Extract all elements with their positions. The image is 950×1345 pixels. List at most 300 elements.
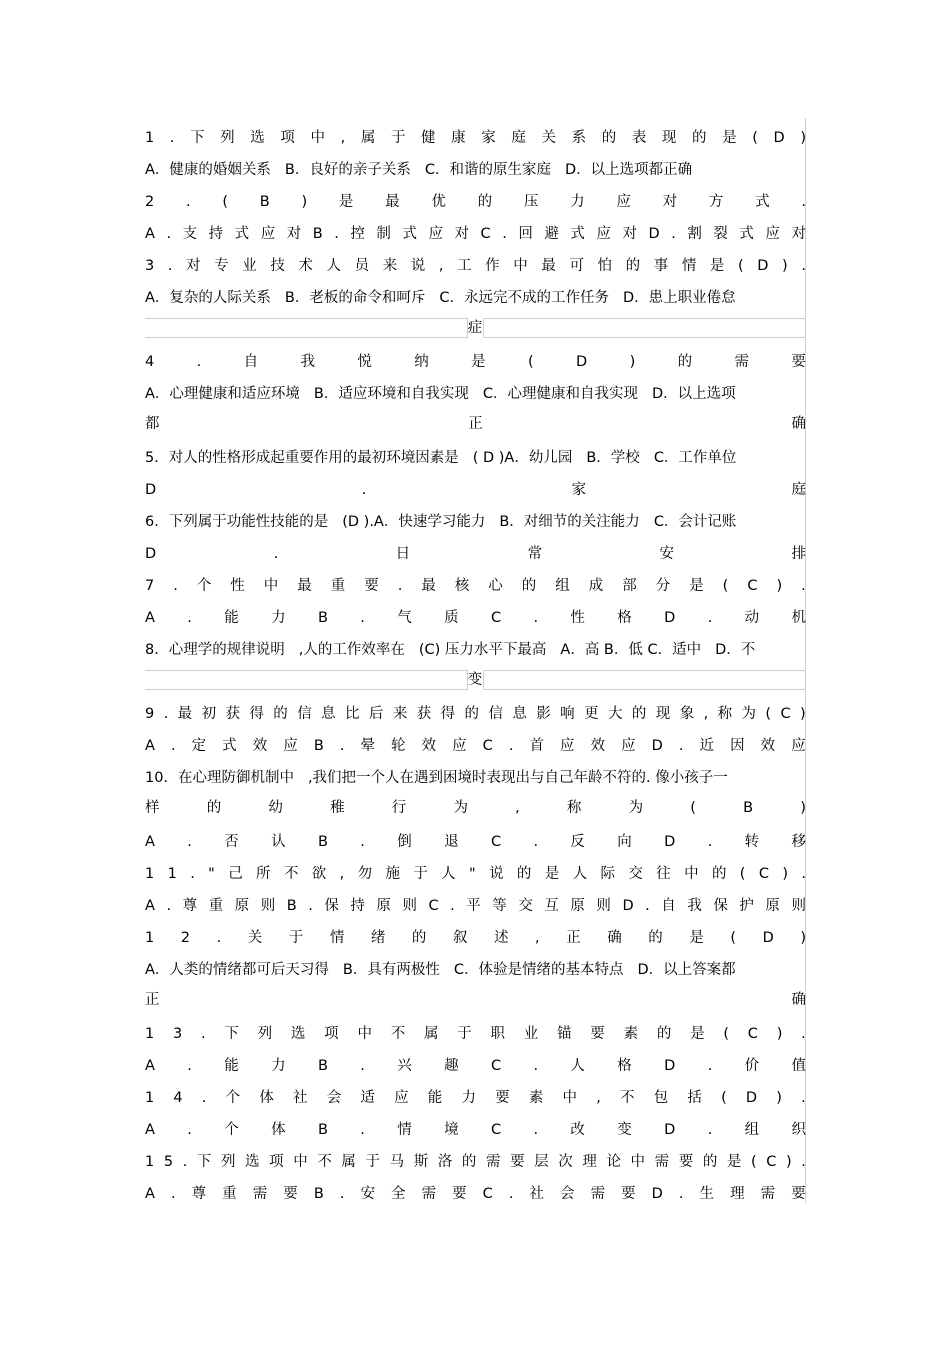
text-token: C	[490, 1058, 502, 1074]
text-token: C	[766, 1154, 777, 1170]
text-token: 往	[656, 866, 671, 882]
text-token: 属	[360, 130, 376, 146]
text-token: .	[173, 578, 178, 594]
text-token: .	[508, 738, 514, 754]
text-line	[145, 1088, 806, 1108]
text-token: A．健康的婚姻关系	[145, 162, 271, 178]
text-token: (	[222, 194, 229, 210]
text-token: .	[360, 1122, 365, 1138]
text-token: 动	[744, 610, 760, 626]
text-token: 最	[297, 578, 312, 594]
text-token: C	[747, 578, 758, 594]
text-token: (	[765, 706, 772, 722]
text-token: 应	[791, 738, 806, 754]
text-token: 值	[791, 1058, 806, 1074]
text-token: 列	[220, 130, 235, 146]
text-token: 息	[321, 706, 336, 722]
text-token: 1	[145, 866, 155, 882]
text-token: 1	[145, 1026, 155, 1042]
text-token: .	[533, 834, 539, 850]
text-token: 对	[791, 226, 806, 242]
text-token: 论	[606, 1154, 621, 1170]
text-token: .	[397, 578, 403, 594]
text-token: 怕	[597, 258, 613, 274]
text-token: .	[170, 738, 176, 754]
text-token: 能	[224, 610, 239, 626]
text-token: .	[167, 258, 173, 274]
text-token: .	[707, 1058, 713, 1074]
text-token: 关	[541, 130, 556, 146]
text-line	[145, 704, 806, 724]
text-token: B	[317, 1058, 328, 1074]
text-token: 自	[243, 354, 259, 370]
text-token: 层	[534, 1154, 549, 1170]
text-token: 最	[385, 194, 400, 210]
text-token: 情	[681, 258, 697, 274]
text-token: 移	[791, 834, 806, 850]
text-token: 日	[395, 546, 411, 562]
text-token: 锚	[557, 1026, 572, 1042]
text-token: 列	[257, 1026, 273, 1042]
text-token: )	[782, 258, 788, 274]
text-token: 情	[397, 1122, 412, 1138]
text-token: ,我们把一个人在遇到困境时表现出与自己年龄不符的. 像小孩子一	[307, 770, 728, 786]
text-token: B	[286, 898, 297, 914]
text-token: (C) 压力水平下最高	[418, 642, 547, 658]
text-token: 来	[392, 706, 408, 722]
text-line	[145, 128, 806, 148]
text-token: 下	[190, 130, 205, 146]
text-token: 则	[260, 898, 276, 914]
text-token: .	[801, 258, 806, 274]
text-token: .	[185, 194, 191, 210]
text-token: D	[145, 546, 157, 562]
text-token: 力	[570, 194, 585, 210]
text-token: .	[273, 546, 279, 562]
text-token: 绪	[370, 930, 386, 946]
text-token: 次	[558, 1154, 573, 1170]
text-token: 则	[402, 898, 417, 914]
text-token: 于	[390, 130, 406, 146]
text-token: D	[664, 1058, 676, 1074]
text-token: 定	[191, 738, 207, 754]
text-token: 境	[444, 1122, 459, 1138]
text-token: 3	[145, 258, 155, 274]
text-token: 平	[466, 898, 481, 914]
text-token: 轮	[391, 738, 406, 754]
text-token: 要	[590, 1026, 605, 1042]
text-token: C	[780, 706, 791, 722]
text-token: 应	[765, 226, 780, 242]
text-token: B	[312, 226, 323, 242]
text-line	[145, 352, 806, 372]
text-token: 10．在心理防御机制中	[145, 770, 294, 786]
text-token: .	[533, 1058, 539, 1074]
text-token: 所	[256, 866, 271, 882]
text-token: .	[801, 578, 806, 594]
text-token: 效	[252, 738, 268, 754]
text-token: 倒	[397, 834, 412, 850]
text-token: C．永远完不成的工作任务	[439, 290, 609, 306]
text-token: .	[707, 610, 713, 626]
text-token: 对	[454, 226, 469, 242]
text-token: .	[801, 866, 806, 882]
text-token: D	[664, 1122, 676, 1138]
text-token: .	[216, 930, 222, 946]
text-token: .	[801, 1154, 806, 1170]
text-token: A．高 B．低 C．适中	[560, 642, 702, 658]
text-token: 应	[452, 738, 467, 754]
text-token: 应	[560, 738, 575, 754]
text-token: 能	[427, 1090, 443, 1106]
text-token: B	[317, 1122, 328, 1138]
text-token: 的	[656, 1026, 672, 1042]
text-token: .	[645, 898, 650, 914]
text-token: .	[801, 1090, 806, 1106]
text-token: 业	[523, 1026, 539, 1042]
text-token: .	[334, 226, 339, 242]
text-token: 都	[145, 416, 160, 432]
text-token: 因	[730, 738, 745, 754]
text-token: 于	[457, 1026, 472, 1042]
text-token: 应	[394, 1090, 409, 1106]
text-token: 重	[222, 1186, 237, 1202]
text-token: .	[308, 898, 313, 914]
text-token: 要	[791, 354, 806, 370]
text-token: .	[361, 482, 367, 498]
text-token: 应	[596, 226, 611, 242]
text-token: .	[190, 866, 195, 882]
text-token: 属	[423, 1026, 439, 1042]
text-token: (	[527, 354, 534, 370]
text-token: 为	[741, 706, 757, 722]
text-token: 的	[702, 1154, 718, 1170]
text-token: 行	[391, 800, 407, 816]
text-token: 不	[390, 1026, 406, 1042]
text-token: 不	[317, 1154, 332, 1170]
text-token: C	[490, 610, 502, 626]
text-token: 是	[722, 130, 737, 146]
text-line	[145, 192, 806, 212]
text-token: .	[801, 194, 806, 210]
text-token: 社	[529, 1186, 544, 1202]
text-token: 中	[630, 1154, 646, 1170]
text-token: .	[187, 1058, 192, 1074]
text-token: (	[738, 258, 744, 274]
text-token: 互	[544, 898, 559, 914]
text-token: 项	[324, 1026, 339, 1042]
text-token: 的	[464, 706, 480, 722]
text-token: 是	[544, 866, 560, 882]
text-token: 保	[713, 898, 728, 914]
text-token: .	[187, 610, 192, 626]
text-token: 力	[271, 1058, 286, 1074]
wrapped-char: 变	[467, 672, 483, 688]
text-token: C	[490, 1122, 502, 1138]
text-token: 1	[145, 1090, 155, 1106]
text-token: )	[800, 706, 806, 722]
text-line	[145, 288, 806, 308]
text-token: 应	[621, 738, 636, 754]
break-box-right	[483, 318, 806, 338]
text-token: 的	[521, 578, 537, 594]
text-line	[145, 224, 806, 244]
text-token: A	[145, 226, 155, 242]
text-token: 首	[529, 738, 544, 754]
text-token: 应	[283, 738, 298, 754]
text-token: 洛	[437, 1154, 453, 1170]
wrapped-char: 症	[467, 320, 483, 336]
text-token: 会	[326, 1090, 342, 1106]
text-token: .	[169, 130, 175, 146]
text-token: 优	[431, 194, 446, 210]
text-token: 现	[655, 706, 671, 722]
text-token: 2	[180, 930, 191, 946]
text-token: .	[678, 1186, 684, 1202]
text-token: 需	[760, 1186, 776, 1202]
text-token: 后	[368, 706, 384, 722]
text-token: 格	[617, 610, 632, 626]
text-token: 斯	[413, 1154, 429, 1170]
text-token: D．患上职业倦怠	[623, 290, 736, 306]
text-line	[145, 576, 806, 596]
text-token: 安	[659, 546, 675, 562]
text-token: 情	[329, 930, 345, 946]
text-token: .	[182, 1154, 188, 1170]
text-token: 响	[560, 706, 575, 722]
text-token: 马	[389, 1154, 405, 1170]
text-token: D	[664, 834, 676, 850]
text-line	[145, 544, 806, 564]
text-token: 3	[173, 1026, 183, 1042]
text-token: 是	[709, 258, 725, 274]
text-token: B．老板的命令和呵斥	[284, 290, 426, 306]
text-token: 式	[402, 226, 417, 242]
text-token: 安	[360, 1186, 375, 1202]
text-token: 中	[263, 578, 279, 594]
text-token: 持	[208, 226, 224, 242]
text-token: 要	[452, 1186, 467, 1202]
text-token: 式	[570, 226, 585, 242]
text-line	[145, 736, 806, 756]
text-token: 1	[167, 866, 177, 882]
text-token: .	[166, 226, 172, 242]
text-token: .	[502, 226, 507, 242]
text-token: C．会计记账	[653, 514, 737, 530]
text-token: D	[145, 482, 157, 498]
text-token: 包	[653, 1090, 669, 1106]
break-box-right	[483, 670, 806, 690]
text-token: 悦	[357, 354, 372, 370]
text-token: 近	[699, 738, 715, 754]
text-token: 护	[739, 898, 754, 914]
text-token: 1	[145, 1154, 155, 1170]
text-token: 信	[297, 706, 312, 722]
text-token: 适	[360, 1090, 375, 1106]
text-token: 理	[730, 1186, 745, 1202]
text-token: 工	[457, 258, 472, 274]
text-token: 叙	[452, 930, 468, 946]
text-token: )	[800, 930, 806, 946]
text-token: 的	[411, 930, 427, 946]
text-token: 的	[711, 866, 727, 882]
text-token: 9	[145, 706, 155, 722]
text-token: ( D )A．幼儿园	[472, 450, 573, 466]
text-token: 7	[145, 578, 155, 594]
text-token: 最	[177, 706, 193, 722]
text-token: D	[651, 738, 663, 754]
text-token: .	[801, 1026, 806, 1042]
text-token: 正	[145, 992, 160, 1008]
text-line	[145, 768, 806, 788]
text-token: 要	[283, 1186, 298, 1202]
text-token: 初	[201, 706, 217, 722]
text-token: 转	[744, 834, 760, 850]
text-token: 性	[570, 610, 585, 626]
text-token: A	[145, 738, 155, 754]
text-token: 保	[324, 898, 339, 914]
text-token: 力	[271, 610, 286, 626]
text-token: (D ).A．快速学习能力	[342, 514, 486, 530]
text-token: 式	[222, 738, 237, 754]
text-token: 需	[590, 1186, 606, 1202]
text-token: 于	[413, 866, 428, 882]
text-token: 方	[708, 194, 724, 210]
text-token: 尊	[191, 1186, 207, 1202]
text-token: 息	[512, 706, 527, 722]
text-token: 为	[453, 800, 468, 816]
text-token: 兴	[397, 1058, 412, 1074]
text-token: 的	[648, 930, 663, 946]
text-token: 系	[571, 130, 587, 146]
text-token: 需	[485, 1154, 501, 1170]
text-token: 要	[621, 1186, 636, 1202]
text-token: 是	[338, 194, 354, 210]
text-token: 认	[271, 834, 286, 850]
text-token: )	[629, 354, 636, 370]
text-token: D．不	[715, 642, 756, 658]
text-token: 应	[616, 194, 631, 210]
text-token: 现	[661, 130, 677, 146]
text-token: 是	[689, 578, 704, 594]
text-token: )	[776, 1090, 782, 1106]
text-token: 退	[444, 834, 459, 850]
text-token: B	[313, 1186, 324, 1202]
page-break-row	[145, 670, 806, 690]
text-line	[145, 928, 806, 948]
text-token: 下	[196, 1154, 212, 1170]
text-token: 属	[341, 1154, 356, 1170]
text-line	[145, 864, 806, 884]
text-token: A	[145, 1186, 155, 1202]
text-token: 体	[271, 1122, 286, 1138]
text-token: 需	[421, 1186, 437, 1202]
text-token: 说	[410, 258, 426, 274]
text-token: ,人的工作效率在	[298, 642, 405, 658]
text-token: 组	[744, 1122, 760, 1138]
text-token: 4	[145, 354, 155, 370]
text-token: 体	[259, 1090, 274, 1106]
text-token: D．以上答案都	[637, 962, 736, 978]
page-break-row	[145, 318, 806, 338]
text-token: D．以上选项	[652, 386, 736, 402]
text-token: 持	[350, 898, 365, 914]
text-token: "	[208, 866, 215, 882]
text-token: 中	[357, 1026, 372, 1042]
text-token: 中	[310, 130, 325, 146]
text-token: 气	[397, 610, 412, 626]
text-token: 交	[518, 898, 533, 914]
text-token: C．心理健康和自我实现	[482, 386, 638, 402]
text-token: (	[723, 1026, 730, 1042]
text-token: 的	[631, 706, 647, 722]
text-token: C．体验是情绪的基本特点	[453, 962, 624, 978]
text-token: 确	[791, 992, 806, 1008]
text-token: 制	[376, 226, 391, 242]
text-token: 全	[391, 1186, 406, 1202]
text-token: D	[651, 1186, 663, 1202]
text-token: 个	[196, 578, 212, 594]
text-line	[145, 896, 806, 916]
text-token: .	[671, 226, 676, 242]
text-token: 能	[224, 1058, 239, 1074]
text-token: 称	[566, 800, 582, 816]
text-token: 选	[250, 130, 265, 146]
text-token: 素	[623, 1026, 639, 1042]
text-token: 是	[689, 930, 704, 946]
text-line	[145, 832, 806, 852]
text-token: 尊	[182, 898, 198, 914]
text-token: 是	[726, 1154, 742, 1170]
text-token: )	[301, 194, 308, 210]
text-token: 是	[690, 1026, 705, 1042]
text-token: 回	[518, 226, 533, 242]
text-token: .	[187, 834, 192, 850]
text-token: 的	[692, 130, 707, 146]
text-token: 获	[416, 706, 432, 722]
text-token: C	[747, 1026, 758, 1042]
text-token: 勿	[357, 866, 373, 882]
text-token: C	[482, 738, 493, 754]
text-token: 家	[571, 482, 587, 498]
text-token: C	[428, 898, 439, 914]
text-token: B	[743, 800, 754, 816]
text-token: A	[145, 834, 155, 850]
text-token: .	[360, 1058, 365, 1074]
text-token: 中	[684, 866, 699, 882]
text-token: 幼	[268, 800, 283, 816]
text-token: 选	[290, 1026, 306, 1042]
text-token: 2	[145, 194, 155, 210]
text-token: 人	[572, 866, 588, 882]
text-token: 效	[590, 738, 606, 754]
text-token: .	[533, 1122, 539, 1138]
text-token: A．心理健康和适应环境	[145, 386, 300, 402]
text-token: 于	[365, 1154, 381, 1170]
text-token: 裂	[713, 226, 728, 242]
text-token: 应	[428, 226, 443, 242]
text-token: 重	[330, 578, 346, 594]
text-token: 的	[273, 706, 288, 722]
text-token: 原	[376, 898, 391, 914]
text-token: 社	[293, 1090, 308, 1106]
text-token: 对	[622, 226, 637, 242]
text-token: 人	[441, 866, 456, 882]
text-token: 6．下列属于功能性技能的是	[145, 514, 329, 530]
text-token: 需	[734, 354, 749, 370]
text-token: C	[758, 866, 769, 882]
text-token: 欲	[311, 866, 327, 882]
